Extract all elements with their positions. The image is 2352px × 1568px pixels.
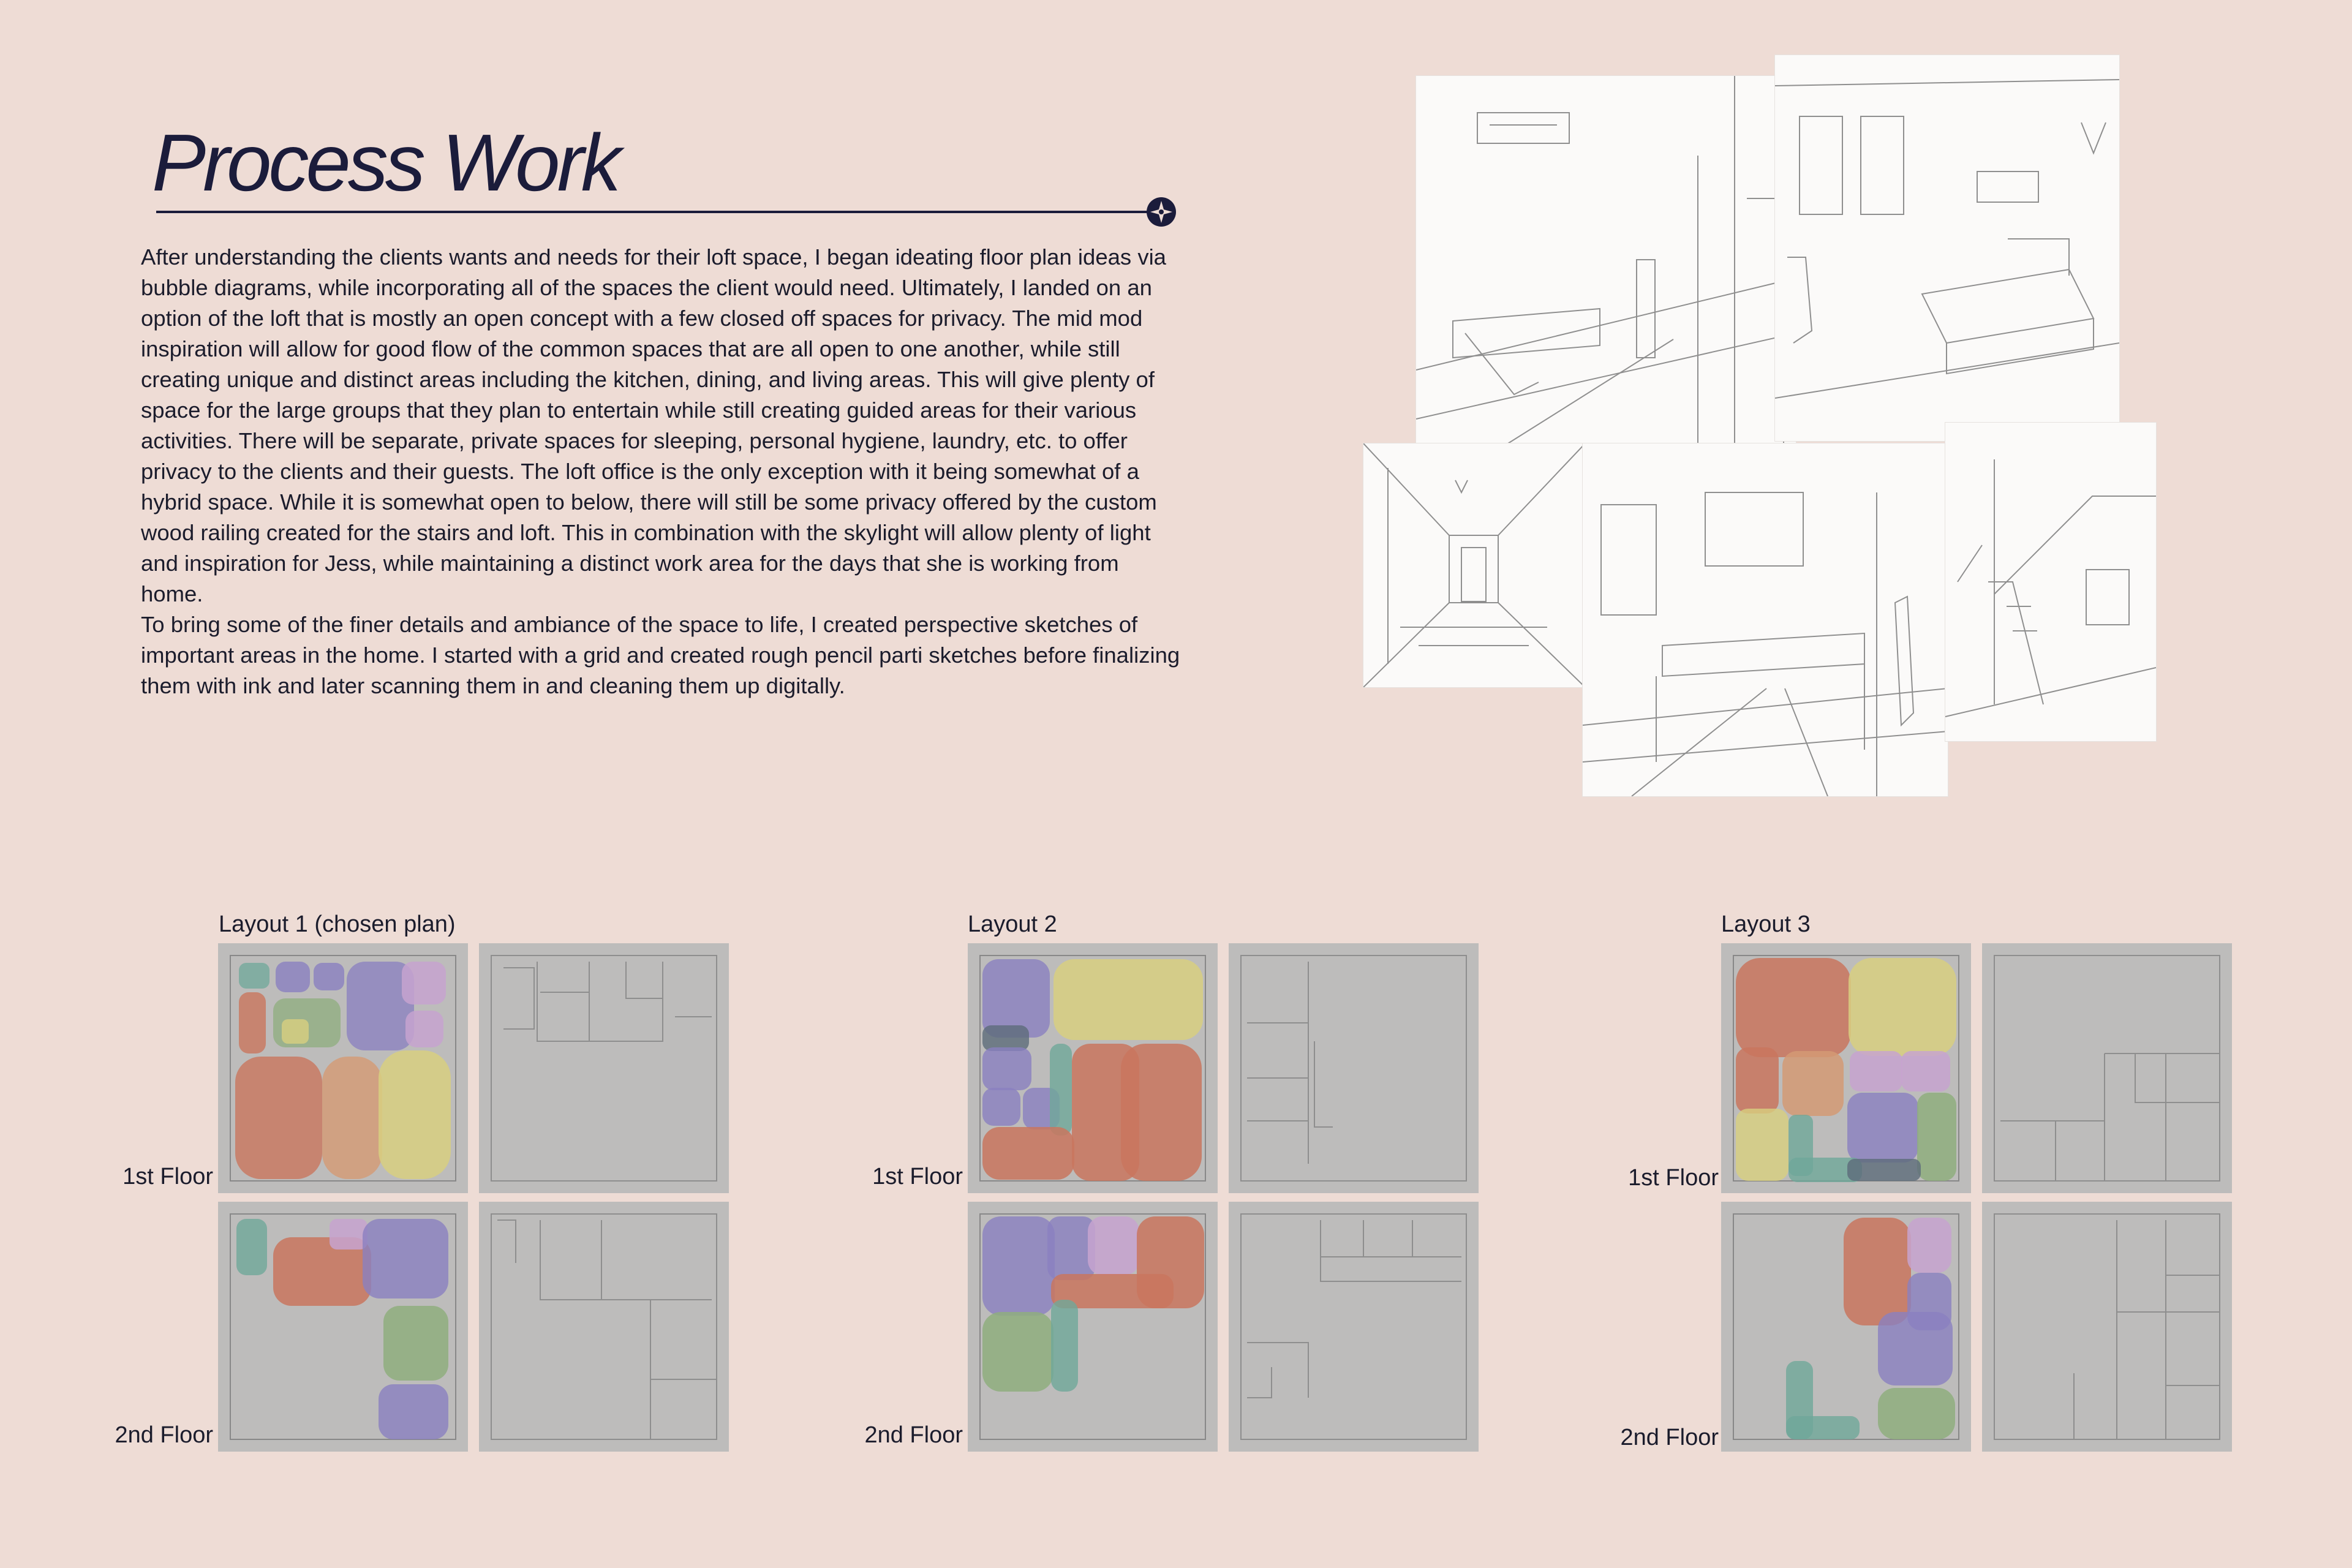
layout-3-floor-2-bubble-diagram xyxy=(1721,1202,1971,1452)
intro-text xyxy=(141,242,1182,701)
sketch-living-room xyxy=(1416,76,1796,443)
layout-3-floor-1-label: 1st Floor xyxy=(1628,1165,1719,1191)
layout-2-floor-1-sketch-plan xyxy=(1229,943,1479,1193)
layout-2-label: Layout 2 xyxy=(968,911,1057,937)
layout-1-label: Layout 1 (chosen plan) xyxy=(219,911,456,937)
layout-2-floor-2-label: 2nd Floor xyxy=(864,1422,963,1448)
layout-3-label: Layout 3 xyxy=(1721,911,1811,937)
layout-2-floor-2-bubble-diagram xyxy=(968,1202,1218,1452)
page-title: Process Work xyxy=(152,118,619,208)
layout-1-floor-1-sketch-plan xyxy=(479,943,729,1193)
compass-star-icon xyxy=(1145,196,1177,228)
sketch-hallway xyxy=(1363,443,1585,687)
layout-2-floor-1-bubble-diagram xyxy=(968,943,1218,1193)
title-underline xyxy=(156,211,1155,213)
intro-paragraph-2: To bring some of the finer details and ambiance of the space to life, I created perspective sketches of important areas in the home. I started with a grid and created rough pencil parti sketches before finalizing them with ink and later scanning them in and cleaning them up digitally. xyxy=(141,612,1180,698)
sketch-bedroom xyxy=(1775,55,2119,441)
layout-3-floor-1-bubble-diagram xyxy=(1721,943,1971,1193)
sketch-kitchen xyxy=(1583,443,1948,796)
layout-1-floor-1-label: 1st Floor xyxy=(123,1164,213,1189)
layout-2-floor-1-label: 1st Floor xyxy=(872,1164,963,1189)
layout-1-floor-2-label: 2nd Floor xyxy=(115,1422,213,1448)
layout-1-floor-1-bubble-diagram xyxy=(218,943,468,1193)
layout-3-floor-1-sketch-plan xyxy=(1982,943,2232,1193)
layout-3-floor-2-sketch-plan xyxy=(1982,1202,2232,1452)
intro-paragraph-1: After understanding the clients wants and needs for their loft space, I began ideating floor plan ideas via bubble diagrams, while incorporating all of the spaces the client would need. Ultimately, I landed on an option of the loft that is mostly an open concept with a few closed off spaces for privacy. The mid mod inspiration will allow for good flow of the common spaces that are all open to one another, while still creating unique and distinct areas including the kitchen, dining, and living areas. This will give plenty of space for the large groups that they plan to entertain while still creating guided areas for their various activities. There will be separate, private spaces for sleeping, personal hygiene, laundry, etc. to offer privacy to the clients and their guests. The loft office is the only exception with it being somewhat of a hybrid space. While it is somewhat open to below, there will still be some privacy offered by the custom wood railing created for the stairs and loft. This in combination with the skylight will allow plenty of light and inspiration for Jess, while maintaining a distinct work area for the days that she is working from home. xyxy=(141,244,1166,606)
layout-2-floor-2-sketch-plan xyxy=(1229,1202,1479,1452)
layout-1-floor-2-bubble-diagram xyxy=(218,1202,468,1452)
layout-1-floor-2-sketch-plan xyxy=(479,1202,729,1452)
sketch-staircase xyxy=(1945,423,2156,741)
layout-3-floor-2-label: 2nd Floor xyxy=(1620,1425,1719,1450)
